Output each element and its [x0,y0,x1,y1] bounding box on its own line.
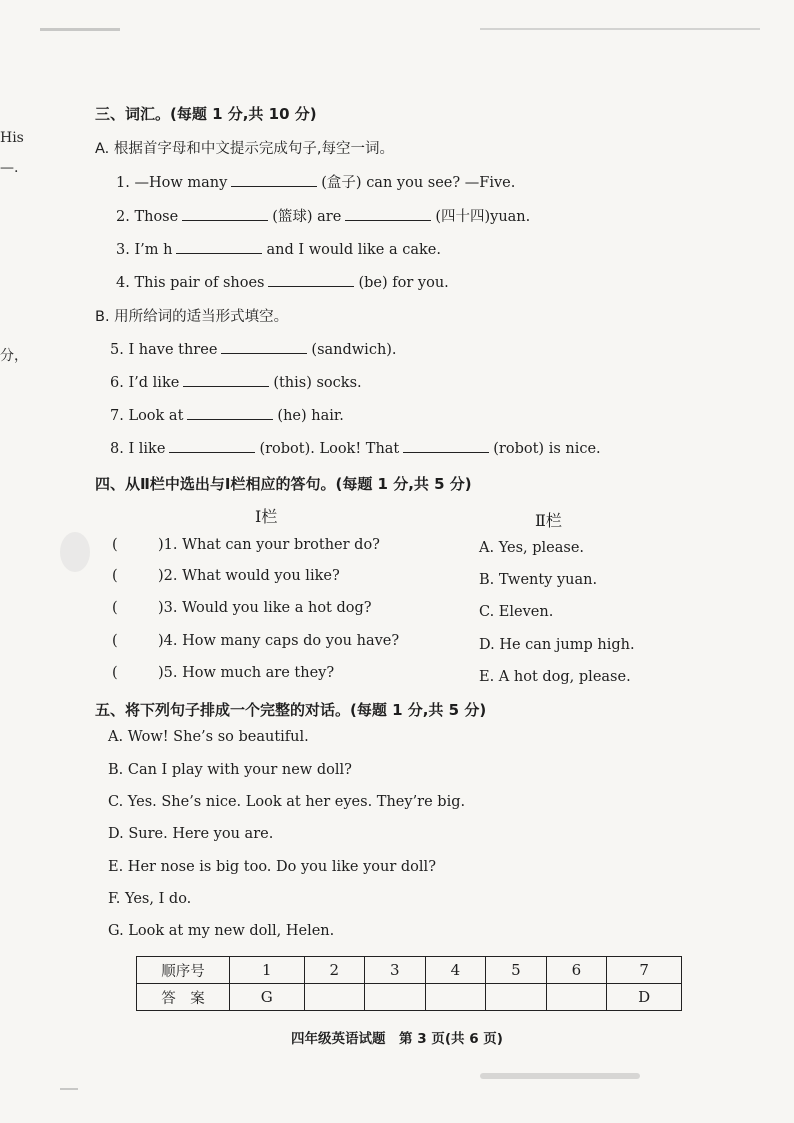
answer-blank[interactable] [221,339,307,354]
question-text: 8. I like [110,441,166,457]
margin-text: —. [0,160,19,176]
question-text: (be) for you. [358,275,449,291]
answer-table [136,956,682,1011]
answer-paren[interactable]: ( [112,665,118,681]
question-3 [116,239,441,258]
question-text: (this) socks. [273,375,362,391]
question-4 [116,272,449,291]
question-6 [110,372,362,391]
match-question-2 [112,568,340,584]
column-1-header: Ⅰ栏 [255,507,278,526]
page-footer: 四年级英语试题 第 3 页(共 6 页) [291,1031,503,1047]
question-text: and I would like a cake. [266,242,441,258]
order-number-cell: 3 [365,957,426,984]
answer-cell[interactable] [425,984,486,1011]
answer-blank[interactable] [231,172,317,187]
row-header-order: 顺序号 [137,957,230,984]
answer-blank[interactable] [268,272,354,287]
match-option-a: A. Yes, please. [479,540,585,556]
order-number-cell: 7 [607,957,682,984]
match-question-5 [112,665,334,681]
question-text: (robot) is nice. [493,441,601,457]
answer-blank[interactable] [183,372,269,387]
question-text: (四十四)yuan. [435,209,531,225]
dialogue-sentence-b: B. Can I play with your new doll? [108,762,352,778]
match-option-b: B. Twenty yuan. [479,572,598,588]
answer-cell[interactable] [365,984,426,1011]
answer-blank[interactable] [345,206,431,221]
table-row [137,984,682,1011]
question-2 [116,205,530,226]
question-text: (he) hair. [277,408,344,424]
question-text: )1. What can your brother do? [158,537,380,553]
column-2-header: Ⅱ栏 [535,511,562,530]
answer-cell[interactable] [546,984,607,1011]
match-question-4 [112,633,399,649]
question-text: 6. I’d like [110,375,180,391]
answer-paren[interactable]: ( [112,633,118,649]
answer-blank[interactable] [176,239,262,254]
match-question-3 [112,600,372,616]
scan-artifact [480,1073,640,1079]
question-text: 7. Look at [110,408,184,424]
match-option-d: D. He can jump high. [479,637,635,653]
match-option-e: E. A hot dog, please. [479,669,631,685]
question-text: (robot). Look! That [259,441,400,457]
order-number-cell: 1 [230,957,305,984]
order-number-cell: 5 [486,957,547,984]
answer-blank[interactable] [169,438,255,453]
answer-paren[interactable]: ( [112,568,118,584]
question-text: )3. Would you like a hot dog? [158,600,372,616]
question-8 [110,438,601,457]
question-text: 1. —How many [116,175,228,191]
order-number-cell: 6 [546,957,607,984]
match-question-1 [112,537,380,553]
scan-artifact [480,28,760,30]
match-option-c: C. Eleven. [479,604,554,620]
section3-title: 三、词汇。(每题 1 分,共 10 分) [95,105,317,123]
section5-title: 五、将下列句子排成一个完整的对话。(每题 1 分,共 5 分) [95,701,487,719]
order-number-cell: 4 [425,957,486,984]
scan-smudge [60,532,90,572]
answer-blank[interactable] [187,405,273,420]
question-text: (盒子) can you see? —Five. [321,175,516,191]
question-text: (篮球) are [272,209,342,225]
row-header-answer: 答 案 [137,984,230,1011]
margin-text: 分， [0,348,28,364]
question-text: (sandwich). [311,342,397,358]
dialogue-sentence-a: A. Wow! She’s so beautiful. [108,729,309,745]
question-text: 5. I have three [110,342,218,358]
answer-cell[interactable] [304,984,365,1011]
dialogue-sentence-c: C. Yes. She’s nice. Look at her eyes. They’re big. [108,794,466,810]
scan-artifact [40,28,120,31]
question-text: 3. I’m h [116,242,173,258]
answer-cell[interactable]: D [607,984,682,1011]
table-row [137,957,682,984]
question-1 [116,171,515,192]
dialogue-sentence-e: E. Her nose is big too. Do you like your doll? [108,859,436,875]
dialogue-sentence-f: F. Yes, I do. [108,891,192,907]
question-5 [110,339,397,358]
dialogue-sentence-d: D. Sure. Here you are. [108,826,274,842]
section3-partB-title: B. 用所给词的适当形式填空。 [95,309,289,325]
answer-cell[interactable] [486,984,547,1011]
margin-text: His [0,130,24,146]
question-text: )5. How much are they? [158,665,335,681]
answer-blank[interactable] [403,438,489,453]
answer-cell[interactable]: G [230,984,305,1011]
answer-blank[interactable] [182,206,268,221]
question-text: 2. Those [116,209,179,225]
question-7 [110,405,344,424]
scan-artifact [60,1088,78,1090]
question-text: 4. This pair of shoes [116,275,265,291]
section4-title: 四、从Ⅱ栏中选出与Ⅰ栏相应的答句。(每题 1 分,共 5 分) [95,475,472,493]
answer-paren[interactable]: ( [112,600,118,616]
order-number-cell: 2 [304,957,365,984]
answer-paren[interactable]: ( [112,537,118,553]
question-text: )4. How many caps do you have? [158,633,400,649]
dialogue-sentence-g: G. Look at my new doll, Helen. [108,923,335,939]
question-text: )2. What would you like? [158,568,340,584]
section3-partA-title: A. 根据首字母和中文提示完成句子,每空一词。 [95,141,394,157]
